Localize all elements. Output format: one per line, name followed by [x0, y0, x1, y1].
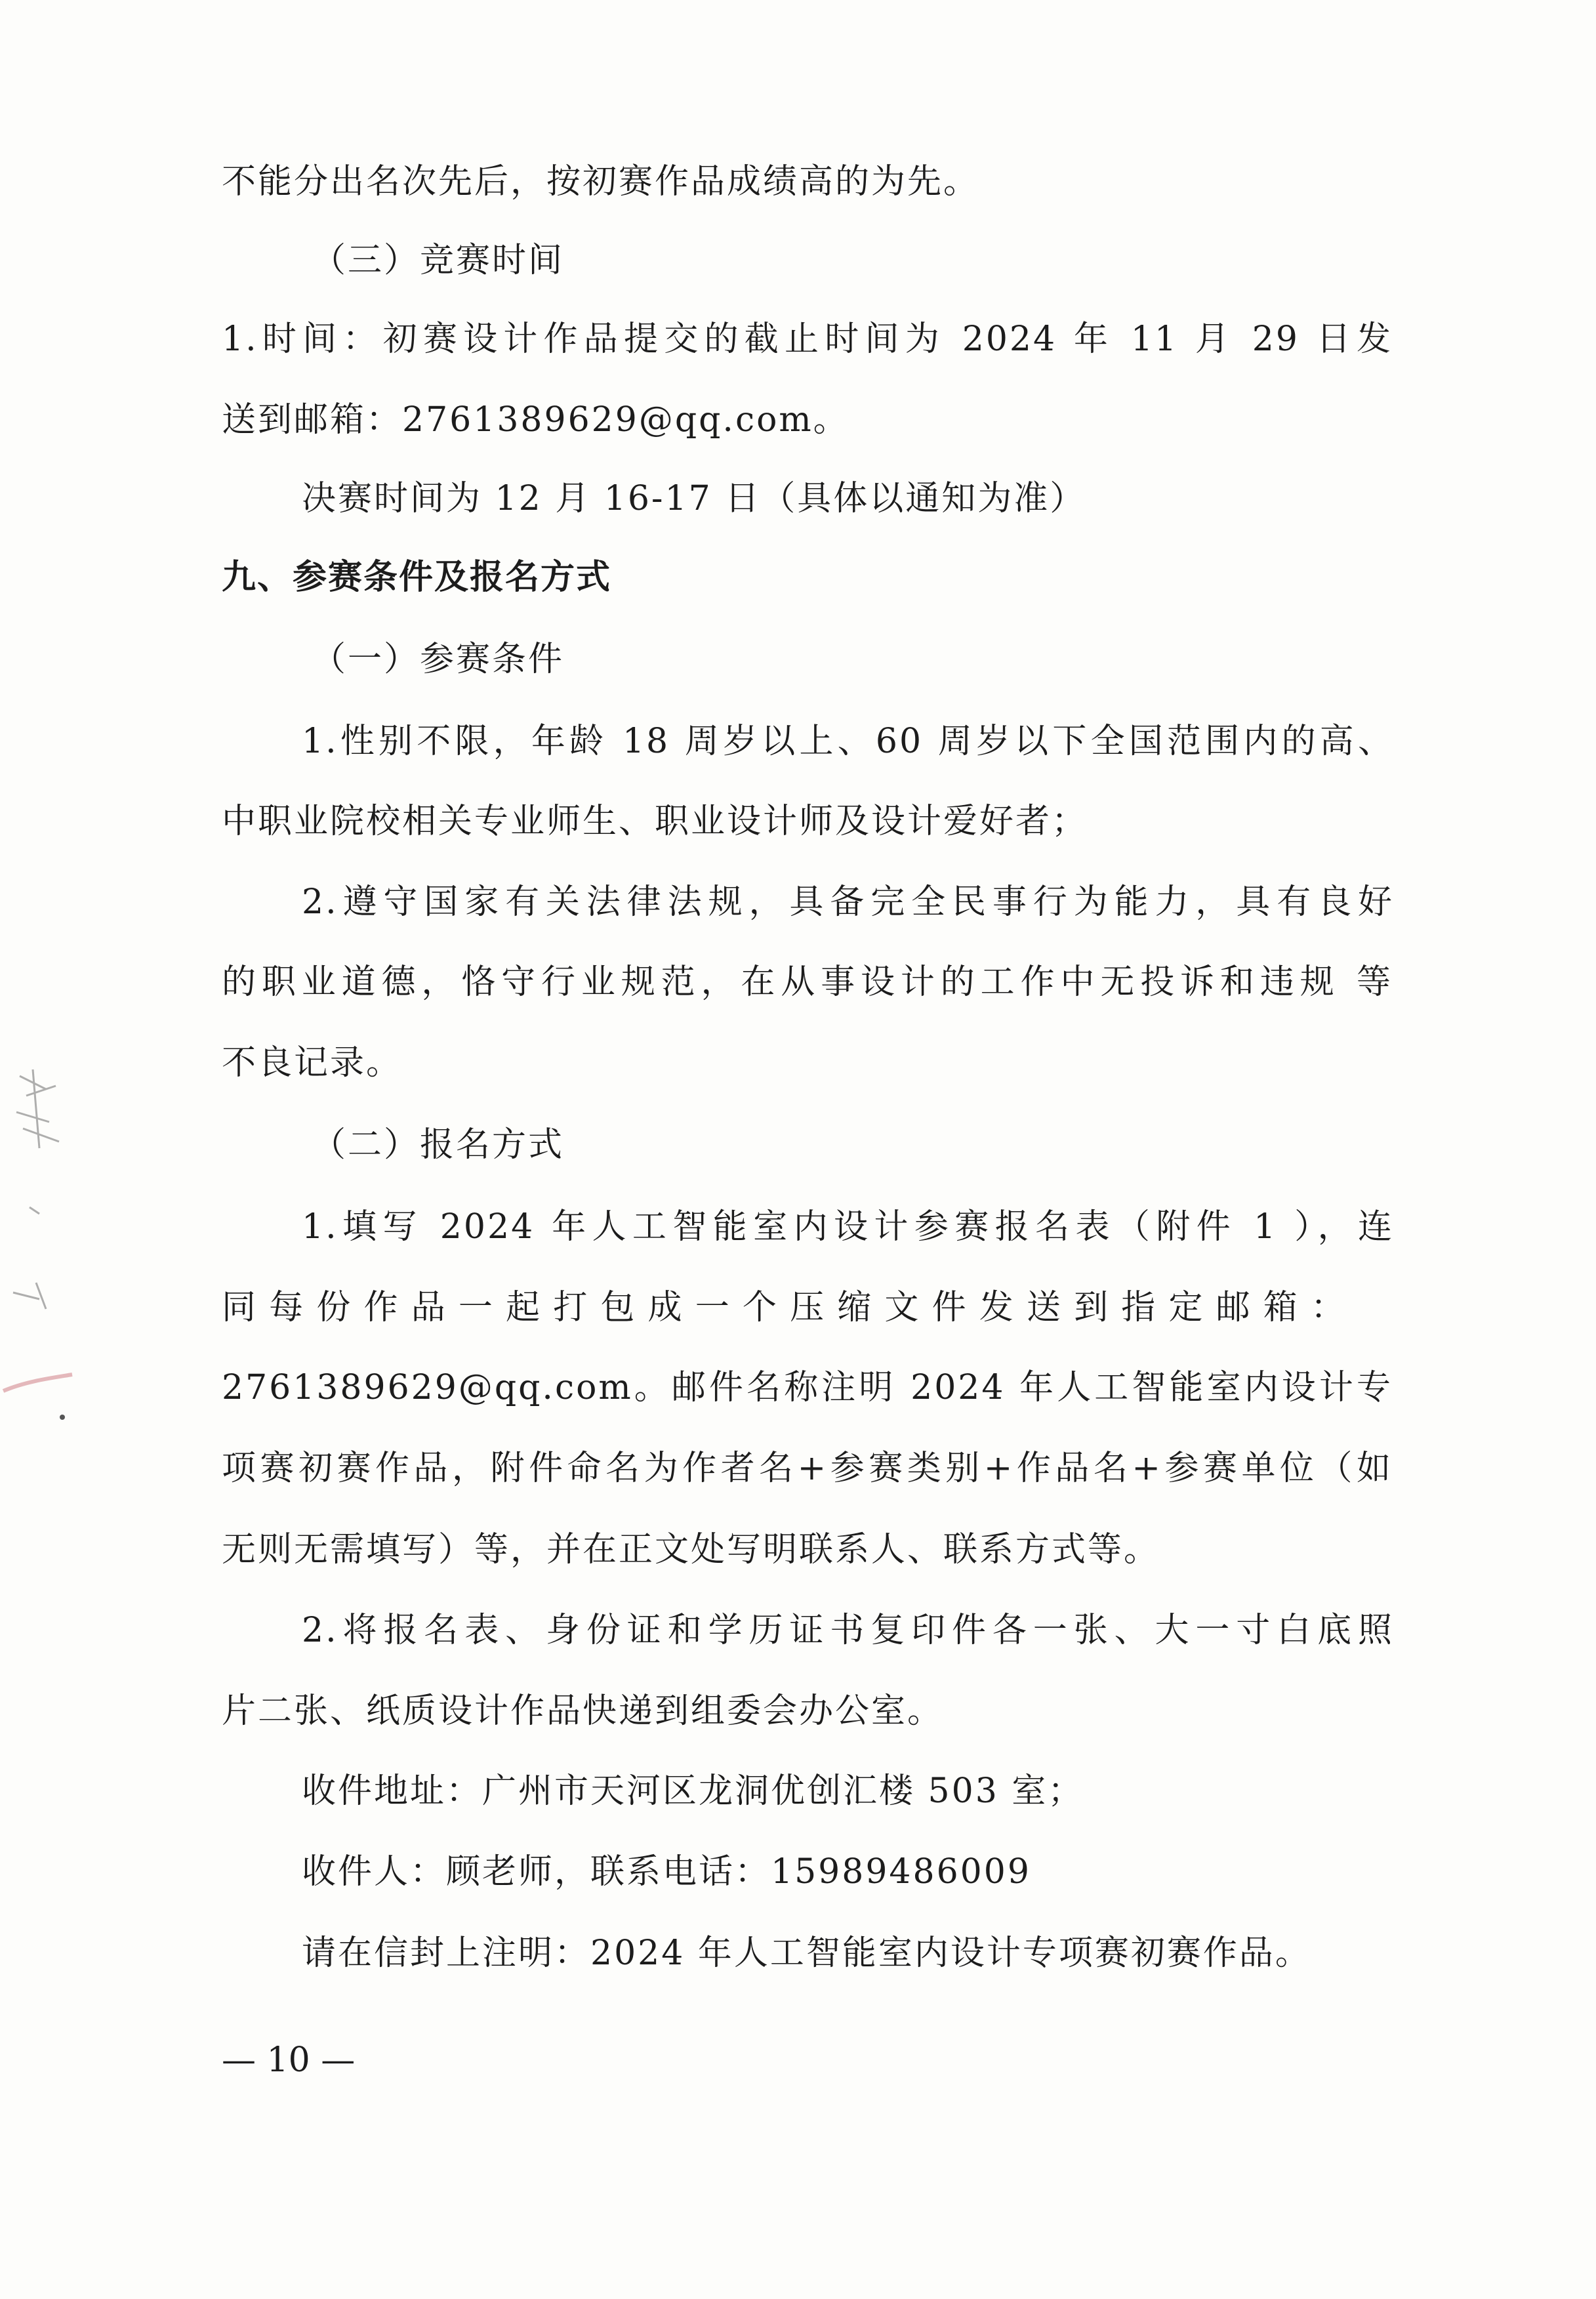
- paragraph-line-final-time: 决赛时间为 12 月 16-17 日（具体以通知为准）: [302, 479, 1086, 518]
- section-heading-conditions: （一）参赛条件: [312, 640, 565, 679]
- margin-scan-marks: [0, 1050, 85, 1457]
- paragraph-line-registration-1e: 无则无需填写）等，并在正文处写明联系人、联系方式等。: [222, 1530, 1160, 1569]
- page-number: — 10 —: [222, 2040, 356, 2080]
- paragraph-line-registration-1b: 同每份作品一起打包成一个压缩文件发送到指定邮箱：: [222, 1288, 1347, 1327]
- chapter-heading-conditions: 九、参赛条件及报名方式: [222, 558, 612, 597]
- paragraph-line-1: 不能分出名次先后，按初赛作品成绩高的为先。: [222, 162, 980, 201]
- paragraph-line-condition-1a: 1.性别不限，年龄 18 周岁以上、60 周岁以下全国范围内的高、: [302, 722, 1394, 761]
- paragraph-line-registration-2a: 2.将报名表、身份证和学历证书复印件各一张、大一寸白底照: [302, 1611, 1394, 1650]
- paragraph-line-address: 收件地址：广州市天河区龙洞优创汇楼 503 室；: [302, 1771, 1084, 1811]
- section-heading-registration: （二）报名方式: [312, 1125, 565, 1165]
- paragraph-line-condition-2b: 的职业道德，恪守行业规范，在从事设计的工作中无投诉和违规 等: [222, 963, 1393, 1002]
- paragraph-line-registration-1c: 2761389629@qq.com。邮件名称注明 2024 年人工智能室内设计专: [222, 1368, 1393, 1407]
- paragraph-line-registration-1d: 项赛初赛作品，附件命名为作者名+参赛类别+作品名+参赛单位（如: [222, 1449, 1393, 1488]
- paragraph-line-registration-1a: 1.填写 2024 年人工智能室内设计参赛报名表（附件 1 ），连: [302, 1207, 1394, 1247]
- paragraph-line-condition-2c: 不良记录。: [222, 1043, 403, 1083]
- paragraph-line-condition-2a: 2.遵守国家有关法律法规，具备完全民事行为能力，具有良好: [302, 882, 1394, 922]
- paragraph-line-registration-2b: 片二张、纸质设计作品快递到组委会办公室。: [222, 1691, 944, 1731]
- section-heading-competition-time: （三）竞赛时间: [312, 241, 565, 280]
- paragraph-line-email: 送到邮箱：2761389629@qq.com。: [222, 400, 849, 440]
- paragraph-line-envelope-note: 请在信封上注明：2024 年人工智能室内设计专项赛初赛作品。: [302, 1934, 1311, 1973]
- paragraph-line-recipient: 收件人：顾老师，联系电话：15989486009: [302, 1852, 1031, 1892]
- paragraph-line-time-deadline: 1.时间：初赛设计作品提交的截止时间为 2024 年 11 月 29 日发: [222, 320, 1393, 359]
- paragraph-line-condition-1b: 中职业院校相关专业师生、职业设计师及设计爱好者；: [222, 802, 1088, 841]
